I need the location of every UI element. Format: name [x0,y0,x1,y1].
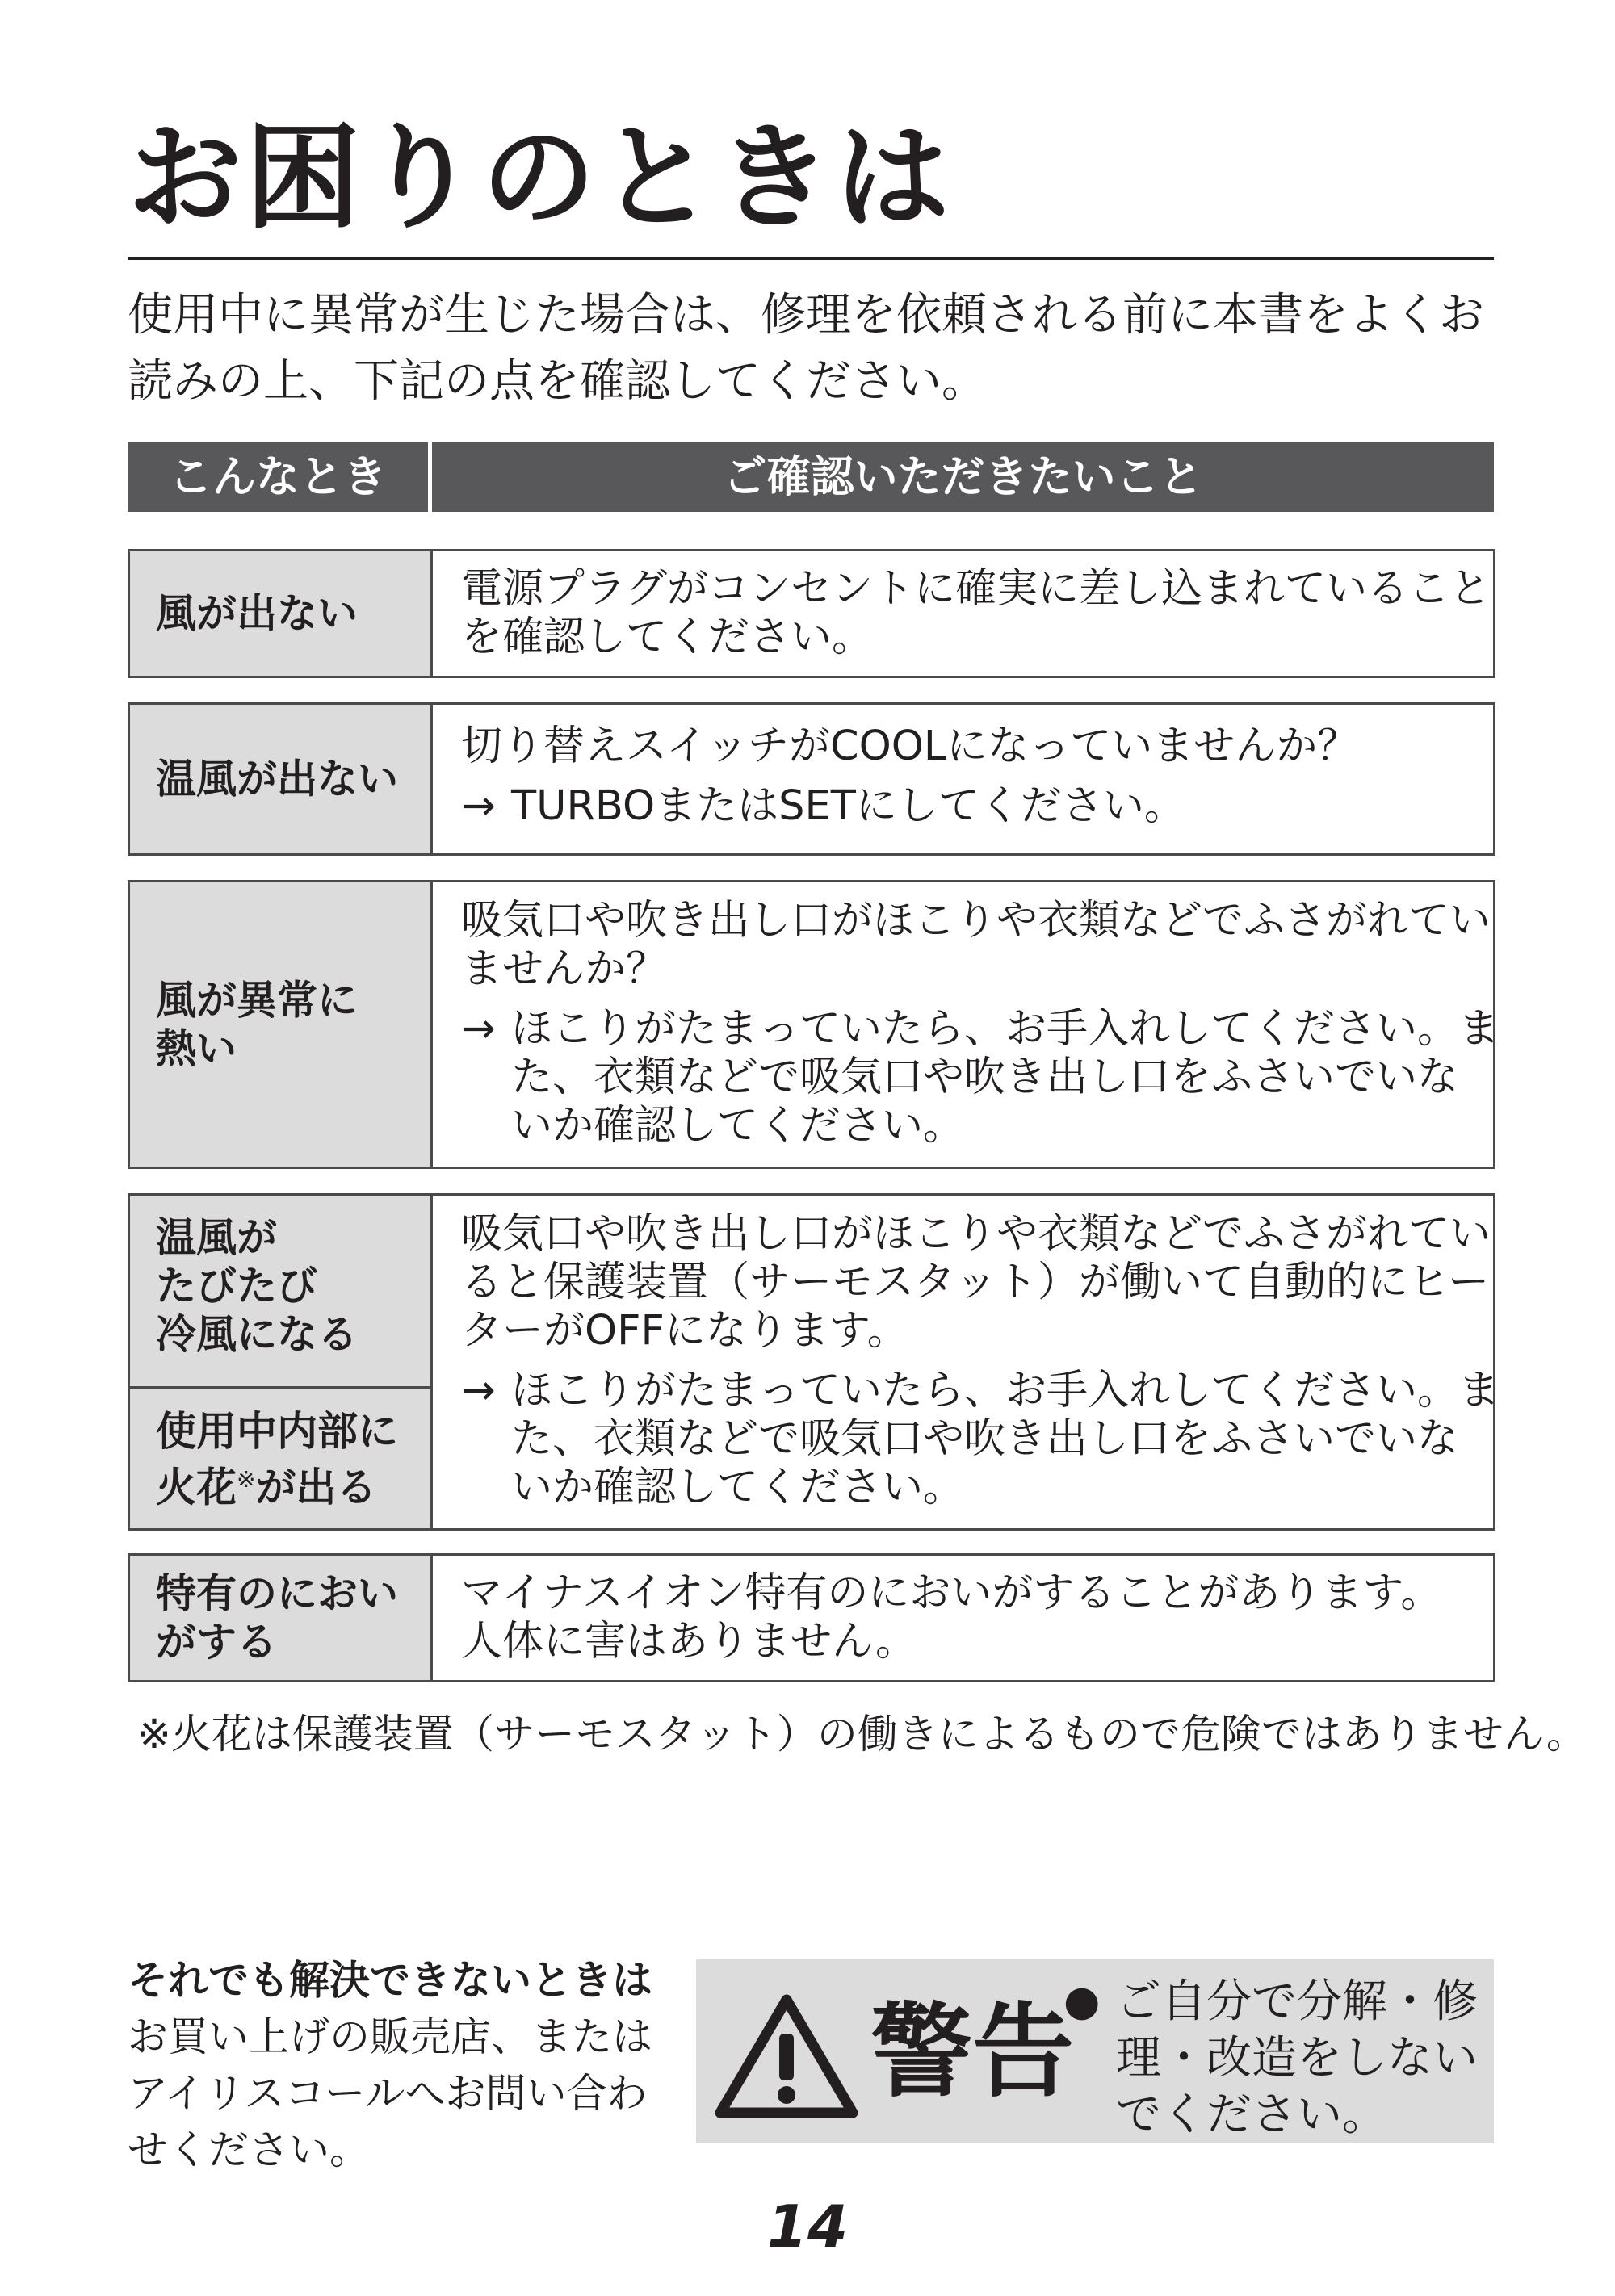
header-check: ご確認いただきたいこと [723,451,1203,502]
condition-cell [130,882,433,1167]
arrow-icon: → [461,1367,496,1414]
table-row [128,549,1495,678]
contact-heading: それでも解決できないときは [128,1957,652,2004]
condition-label: 使用中内部に 火花※が出る [156,1408,398,1511]
warning-box [696,1959,1494,2143]
intro-line: 読みの上、下記の点を確認してください。 [128,355,987,408]
check-cell [461,1569,1472,1666]
condition-label: 温風が出ない [156,756,398,802]
page-title: お困りのときは [128,111,953,245]
contact-line: お買い上げの販売店、または [128,2013,652,2060]
title-divider [128,257,1494,260]
check-action: → TURBOまたはSETにしてください。 [461,782,1185,830]
condition-divider [130,1386,430,1389]
condition-cell [130,1196,433,1528]
check-action: → ほこりがたまっていたら、お手入れしてください。ま た、衣類などで吸気口や吹き出し口をふさいでいな いか確認してください。 [461,1367,1500,1511]
warning-triangle-icon [714,1992,859,2121]
header-condition: こんなとき [169,451,387,502]
contact-line: せください。 [128,2126,370,2173]
check-cell [461,565,1491,662]
condition-label: 特有のにおい がする [156,1570,398,1665]
intro-line: 使用中に異常が生じた場合は、修理を依頼される前に本書をよくお [128,289,1484,341]
check-cell [461,1210,1500,1512]
troubleshooting-table-header [128,442,1494,512]
condition-label: 温風が たびたび 冷風になる [156,1214,358,1358]
check-paragraph: マイナスイオン特有のにおいがすることがあります。 人体に害はありません。 [461,1569,1442,1665]
check-cell [461,723,1472,831]
bullet-icon: ● [1063,1977,1101,2026]
check-paragraph: 吸気口や吹き出し口がほこりや衣類などでふさがれてい ると保護装置（サーモスタット）が働いて自動的にヒー ターがOFFになります。 [461,1210,1491,1355]
contact-line: アイリスコールへお問い合わ [128,2070,648,2117]
check-paragraph: 切り替えスイッチがCOOLになっていませんか？ [461,723,1359,770]
footnote: ※火花は保護装置（サーモスタット）の働きによるもので危険ではありません。 [137,1711,1587,1758]
check-paragraph: 吸気口や吹き出し口がほこりや衣類などでふさがれてい ませんか？ [461,897,1491,993]
arrow-icon: → [461,1005,496,1053]
intro-text [128,283,1500,415]
page-number: 14 [766,2193,849,2260]
condition-cell [130,551,433,676]
condition-label: 風が異常に 熱い [156,977,358,1072]
table-row [128,702,1495,856]
footnote-mark: ※ [237,1466,256,1493]
condition-cell [130,1556,433,1680]
warning-label: 警告 [870,1992,1074,2111]
condition-label: 風が出ない [156,590,358,637]
table-row [128,1553,1495,1682]
arrow-icon: → [461,782,496,830]
warning-text: ご自分で分解・修 理・改造をしない でください。 [1116,1975,1478,2141]
contact-info [128,1952,661,2178]
check-paragraph: 電源プラグがコンセントに確実に差し込まれていること を確認してください。 [461,565,1491,661]
condition-cell [130,705,433,853]
check-action: → ほこりがたまっていたら、お手入れしてください。ま た、衣類などで吸気口や吹き出し口をふさいでいな いか確認してください。 [461,1005,1500,1150]
table-row [128,1193,1500,1531]
table-row [128,880,1500,1169]
check-cell [461,897,1500,1150]
